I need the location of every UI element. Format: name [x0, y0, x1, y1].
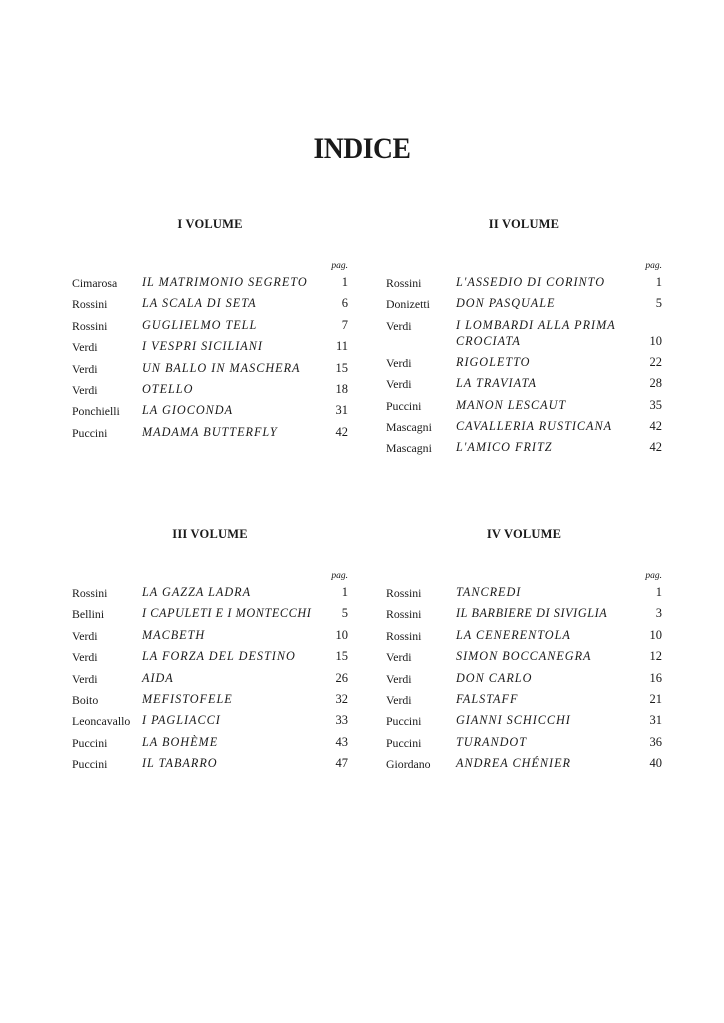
list-item — [72, 338, 348, 359]
page-number: 5 — [655, 296, 662, 311]
opera-title: DON CARLO — [456, 670, 533, 685]
list-item — [72, 381, 348, 402]
composer: Giordano — [386, 757, 431, 772]
composer: Bellini — [72, 607, 105, 622]
composer: Verdi — [72, 340, 98, 355]
entry-list — [72, 274, 348, 445]
page-number: 42 — [335, 424, 348, 439]
page-number: 21 — [649, 691, 662, 706]
list-item — [386, 295, 662, 316]
list-item — [72, 424, 348, 445]
list-item — [386, 397, 662, 418]
opera-title: CAVALLERIA RUSTICANA — [456, 418, 613, 433]
composer: Verdi — [72, 361, 98, 376]
page-number: 32 — [335, 691, 348, 706]
composer: Puccini — [386, 398, 422, 413]
composer: Rossini — [386, 607, 422, 622]
page-number: 10 — [649, 627, 662, 642]
opera-title: LA SCALA DI SETA — [142, 296, 257, 311]
page-number: 16 — [649, 670, 662, 685]
composer: Rossini — [386, 276, 422, 290]
list-item — [72, 274, 348, 295]
opera-title: ANDREA CHÉNIER — [456, 756, 571, 771]
volume-heading: II VOLUME — [488, 217, 560, 231]
opera-title: LA GAZZA LADRA — [142, 585, 252, 599]
list-item — [386, 691, 662, 712]
page-number: 15 — [335, 649, 348, 664]
page-number: 35 — [649, 397, 662, 412]
page-number: 36 — [649, 734, 662, 749]
opera-title: LA FORZA DEL DESTINO — [142, 649, 296, 664]
page-number: 28 — [649, 376, 662, 391]
page-number: 31 — [649, 713, 662, 728]
composer: Verdi — [72, 650, 98, 665]
page-number: 40 — [649, 756, 662, 771]
page-title: INDICE — [313, 132, 411, 165]
composer: Rossini — [386, 628, 422, 643]
opera-title: IL BARBIERE DI SIVIGLIA — [456, 606, 608, 621]
opera-title: FALSTAFF — [456, 691, 519, 706]
opera-title: LA GIOCONDA — [142, 403, 234, 418]
page-number: 5 — [341, 606, 348, 621]
page-number: 6 — [341, 296, 348, 311]
page-number: 47 — [335, 756, 348, 771]
opera-title: RIGOLETTO — [456, 354, 531, 369]
composer: Puccini — [386, 735, 422, 750]
opera-title: LA BOHÈME — [142, 734, 219, 749]
list-item — [72, 295, 348, 316]
composer: Mascagni — [386, 441, 432, 456]
list-item — [386, 648, 662, 669]
list-item — [72, 360, 348, 381]
opera-title: SIMON BOCCANEGRA — [456, 649, 592, 664]
opera-title: DON PASQUALE — [456, 296, 556, 311]
opera-title: TURANDOT — [456, 734, 527, 749]
opera-title: IL TABARRO — [142, 756, 218, 771]
list-item — [386, 317, 662, 354]
opera-title: GIANNI SCHICCHI — [456, 713, 571, 728]
composer: Verdi — [386, 692, 412, 707]
composer: Puccini — [386, 714, 422, 729]
entry-list — [386, 584, 662, 777]
list-item — [386, 274, 662, 295]
entry-list — [386, 274, 662, 461]
opera-title: TANCREDI — [456, 585, 522, 599]
composer: Ponchielli — [72, 404, 120, 419]
opera-title: OTELLO — [142, 381, 194, 396]
page-number: 43 — [335, 734, 348, 749]
page-number: 22 — [649, 354, 662, 369]
page-number: 1 — [655, 275, 662, 289]
opera-title: MACBETH — [142, 627, 206, 642]
list-item — [386, 755, 662, 776]
list-item — [386, 418, 662, 439]
opera-title: I CAPULETI E I MONTECCHI — [142, 606, 312, 621]
list-item — [386, 627, 662, 648]
composer: Verdi — [386, 318, 412, 333]
opera-title: MANON LESCAUT — [456, 397, 567, 412]
page-number: 31 — [335, 403, 348, 418]
opera-title: MEFISTOFELE — [142, 691, 233, 706]
opera-title: MADAMA BUTTERFLY — [142, 424, 278, 439]
list-item — [72, 712, 348, 733]
list-item — [72, 402, 348, 423]
composer: Cimarosa — [72, 276, 118, 290]
composer: Puccini — [72, 757, 108, 772]
list-item — [72, 317, 348, 338]
list-item — [72, 755, 348, 776]
page-number: 3 — [655, 606, 662, 621]
composer: Verdi — [72, 628, 98, 643]
list-item — [386, 354, 662, 375]
page-number: 10 — [335, 627, 348, 642]
opera-title: LA CENERENTOLA — [456, 627, 571, 642]
page-number: 1 — [655, 585, 662, 599]
composer: Donizetti — [386, 297, 430, 312]
list-item — [72, 584, 348, 605]
list-item — [72, 670, 348, 691]
opera-title: GUGLIELMO TELL — [142, 317, 258, 332]
list-item — [386, 584, 662, 605]
composer: Mascagni — [386, 419, 432, 434]
composer: Verdi — [386, 355, 412, 370]
opera-title: I VESPRI SICILIANI — [142, 339, 263, 354]
list-item — [72, 605, 348, 626]
list-item — [72, 648, 348, 669]
page-number: 10 — [649, 333, 662, 348]
opera-title: LA TRAVIATA — [456, 376, 537, 391]
composer: Puccini — [72, 425, 108, 440]
composer: Verdi — [72, 382, 98, 397]
page-number: 1 — [341, 585, 348, 599]
list-item — [72, 627, 348, 648]
page-number: 42 — [649, 418, 662, 433]
entry-list — [72, 584, 348, 777]
composer: Rossini — [72, 297, 108, 312]
opera-title: L'ASSEDIO DI CORINTO — [456, 275, 605, 289]
page-number: 1 — [341, 275, 348, 289]
volume-heading: IV VOLUME — [486, 527, 562, 541]
pag-label: pag. — [645, 571, 662, 581]
composer: Rossini — [386, 586, 422, 600]
composer: Verdi — [386, 671, 412, 686]
composer: Leoncavallo — [72, 714, 131, 729]
composer: Rossini — [72, 586, 108, 600]
page-number: 7 — [341, 317, 348, 332]
pag-label: pag. — [645, 261, 662, 271]
volume-heading: III VOLUME — [172, 527, 248, 541]
opera-title: AIDA — [142, 670, 174, 685]
list-item — [72, 734, 348, 755]
composer: Boito — [72, 692, 99, 707]
list-item — [72, 691, 348, 712]
page-number: 18 — [335, 381, 348, 396]
page-number: 33 — [335, 713, 348, 728]
opera-title: UN BALLO IN MASCHERA — [142, 360, 301, 375]
page-number: 15 — [335, 360, 348, 375]
list-item — [386, 670, 662, 691]
list-item — [386, 375, 662, 396]
volume-heading: I VOLUME — [177, 217, 243, 231]
composer: Rossini — [72, 318, 108, 333]
opera-title: I PAGLIACCI — [142, 713, 221, 728]
list-item — [386, 439, 662, 460]
pag-label: pag. — [331, 261, 348, 271]
composer: Verdi — [386, 650, 412, 665]
composer: Verdi — [386, 377, 412, 392]
list-item — [386, 712, 662, 733]
list-item — [386, 734, 662, 755]
page-number: 11 — [335, 339, 348, 354]
page-number: 42 — [649, 440, 662, 455]
list-item — [386, 605, 662, 626]
opera-title: IL MATRIMONIO SEGRETO — [142, 275, 308, 289]
opera-title: I LOMBARDI ALLA PRIMA CROCIATA — [456, 317, 616, 348]
composer: Puccini — [72, 735, 108, 750]
page-number: 12 — [649, 649, 662, 664]
composer: Verdi — [72, 671, 98, 686]
pag-label: pag. — [331, 571, 348, 581]
opera-title: L'AMICO FRITZ — [456, 440, 553, 455]
page-number: 26 — [335, 670, 348, 685]
